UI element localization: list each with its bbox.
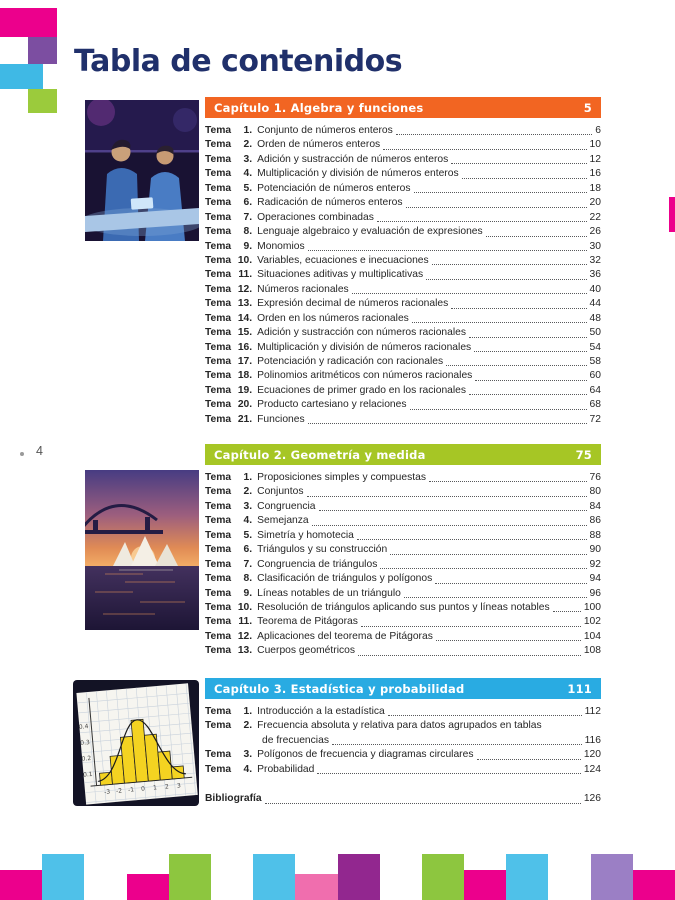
toc-topic-row bbox=[205, 471, 601, 485]
chapter-1-photo bbox=[85, 97, 199, 427]
topic-title: Conjunto de números enteros bbox=[257, 125, 393, 136]
color-block bbox=[338, 854, 380, 900]
topic-page-number: 80 bbox=[589, 486, 601, 498]
toc-topic-row bbox=[205, 167, 601, 181]
toc-topic-row bbox=[205, 384, 601, 398]
axis-label: 0 bbox=[140, 785, 146, 793]
decor-block-magenta bbox=[0, 8, 57, 37]
topic-title: Lenguaje algebraico y evaluación de expresiones bbox=[257, 226, 483, 238]
histogram-illustration bbox=[73, 680, 199, 806]
toc-topic-row bbox=[205, 240, 601, 254]
topic-label: Tema bbox=[205, 573, 232, 585]
color-block bbox=[42, 854, 84, 900]
topic-number: 5. bbox=[243, 182, 253, 194]
topic-title: Ecuaciones de primer grado en los racionales bbox=[257, 384, 467, 396]
topic-page-number: 58 bbox=[589, 356, 601, 367]
dotted-leader bbox=[486, 236, 587, 237]
topic-number: 14. bbox=[237, 312, 253, 324]
dotted-leader bbox=[308, 250, 587, 251]
lab-photo-illustration bbox=[85, 100, 199, 241]
topic-page-number: 116 bbox=[584, 734, 601, 746]
dotted-leader bbox=[414, 192, 587, 193]
decor-block-green bbox=[28, 89, 57, 113]
dotted-leader bbox=[426, 279, 586, 280]
chapter-page-number: 75 bbox=[575, 447, 592, 462]
topic-number: 8. bbox=[243, 573, 253, 585]
topic-label: Tema bbox=[205, 298, 232, 310]
toc-topic-row bbox=[205, 719, 601, 733]
topic-number: 20. bbox=[237, 399, 253, 411]
topic-title: Clasificación de triángulos y polígonos bbox=[257, 573, 433, 585]
topic-label: Tema bbox=[205, 500, 232, 512]
dotted-leader bbox=[332, 744, 582, 745]
topic-page-number: 90 bbox=[589, 544, 601, 556]
chapter-2-section bbox=[85, 444, 601, 659]
topic-label: Tema bbox=[205, 544, 232, 556]
bottom-color-bar bbox=[0, 854, 675, 900]
topic-number: 3. bbox=[243, 749, 253, 761]
dotted-leader bbox=[469, 394, 586, 395]
toc-topic-row bbox=[205, 312, 601, 326]
toc-topic-row bbox=[205, 601, 601, 615]
topic-page-number: 72 bbox=[589, 413, 601, 425]
toc-topic-row bbox=[205, 572, 601, 586]
color-block bbox=[506, 854, 548, 900]
topic-label: Tema bbox=[205, 269, 232, 281]
topic-page-number: 102 bbox=[583, 616, 601, 628]
topic-page-number: 108 bbox=[583, 645, 601, 657]
dotted-leader bbox=[451, 163, 586, 164]
toc-topic-row bbox=[205, 630, 601, 644]
topic-page-number: 112 bbox=[584, 706, 601, 717]
axis-label: 0.3 bbox=[79, 739, 91, 747]
axis-label: 0.4 bbox=[78, 723, 89, 731]
toc-topic-row bbox=[205, 182, 601, 196]
chapter-3-topics bbox=[205, 705, 601, 777]
toc-topic-row bbox=[205, 225, 601, 239]
chapter-title: Capítulo 2. Geometría y medida bbox=[214, 447, 426, 462]
topic-label: Tema bbox=[205, 370, 232, 382]
topic-title: de frecuencias bbox=[262, 734, 329, 746]
topic-label: Tema bbox=[205, 341, 232, 353]
topic-label: Tema bbox=[205, 630, 232, 642]
color-block bbox=[422, 854, 464, 900]
topic-number: 13. bbox=[237, 645, 253, 657]
topic-label: Tema bbox=[205, 587, 232, 599]
topic-title: Líneas notables de un triángulo bbox=[257, 587, 401, 599]
topic-page-number: 32 bbox=[589, 254, 601, 266]
toc-topic-row bbox=[205, 196, 601, 210]
topic-page-number: 18 bbox=[589, 182, 601, 194]
toc-topic-row bbox=[205, 763, 601, 777]
color-block bbox=[127, 874, 169, 900]
topic-page-number: 22 bbox=[589, 211, 601, 223]
toc-topic-row bbox=[205, 153, 601, 167]
bibliography-page-number: 126 bbox=[583, 793, 601, 805]
color-block bbox=[295, 874, 337, 900]
toc-topic-row bbox=[205, 514, 601, 528]
chapter-page-number: 111 bbox=[567, 681, 592, 696]
topic-page-number: 64 bbox=[589, 384, 601, 396]
dotted-leader bbox=[406, 207, 587, 208]
axis-label: -2 bbox=[115, 787, 123, 795]
right-edge-strip bbox=[669, 197, 675, 232]
chapter-3-section bbox=[78, 678, 601, 807]
chapter-1-header bbox=[205, 97, 601, 118]
chapter-3-content bbox=[205, 678, 601, 807]
topic-label: Tema bbox=[205, 153, 232, 165]
topic-title: Monomios bbox=[257, 240, 305, 252]
dotted-leader bbox=[474, 351, 586, 352]
topic-page-number: 16 bbox=[589, 168, 601, 180]
topic-title: Multiplicación y división de números racionales bbox=[257, 341, 472, 353]
toc-topic-row bbox=[205, 326, 601, 340]
topic-page-number: 44 bbox=[589, 298, 601, 310]
topic-label: Tema bbox=[205, 197, 232, 209]
topic-page-number: 30 bbox=[589, 240, 601, 252]
topic-number: 21. bbox=[237, 413, 253, 425]
topic-page-number: 54 bbox=[589, 341, 601, 353]
toc-topic-row bbox=[205, 268, 601, 282]
topic-number: 1. bbox=[243, 472, 253, 483]
toc-topic-row bbox=[205, 369, 601, 383]
axis-label: 0.1 bbox=[82, 770, 93, 779]
toc-topic-row-continuation bbox=[205, 734, 601, 748]
color-block bbox=[380, 874, 422, 900]
dotted-leader bbox=[319, 510, 587, 511]
chapter-title: Capítulo 3. Estadística y probabilidad bbox=[214, 681, 465, 696]
decor-block-cyan bbox=[0, 64, 43, 89]
dotted-leader bbox=[377, 221, 587, 222]
topic-number: 2. bbox=[243, 720, 253, 732]
topic-number: 4. bbox=[243, 168, 253, 180]
dotted-leader bbox=[383, 149, 586, 150]
topic-label: Tema bbox=[205, 601, 232, 613]
topic-title: Orden en los números racionales bbox=[257, 312, 409, 324]
topic-page-number: 48 bbox=[589, 312, 601, 324]
topic-title: Teorema de Pitágoras bbox=[257, 616, 358, 628]
topic-label: Tema bbox=[205, 283, 232, 295]
topic-label: Tema bbox=[205, 240, 232, 252]
topic-title: Potenciación y radicación con racionales bbox=[257, 356, 444, 367]
topic-number: 1. bbox=[243, 706, 253, 717]
topic-label: Tema bbox=[205, 139, 232, 151]
axis-label: 0.2 bbox=[81, 754, 92, 763]
topic-title: Aplicaciones del teorema de Pitágoras bbox=[257, 630, 433, 642]
dotted-leader bbox=[410, 409, 587, 410]
topic-number: 9. bbox=[243, 587, 253, 599]
toc-topic-row bbox=[205, 254, 601, 268]
topic-page-number: 88 bbox=[589, 529, 601, 541]
topic-title: Polígonos de frecuencia y diagramas circulares bbox=[257, 749, 474, 761]
topic-number: 7. bbox=[243, 211, 253, 223]
topic-number: 11. bbox=[238, 616, 253, 628]
axis-label: -3 bbox=[103, 788, 111, 796]
color-block bbox=[633, 870, 675, 900]
topic-title: Congruencia de triángulos bbox=[257, 558, 378, 570]
toc-topic-row bbox=[205, 558, 601, 572]
topic-title: Radicación de números enteros bbox=[257, 197, 403, 209]
topic-number: 17. bbox=[237, 356, 253, 367]
color-block bbox=[548, 874, 590, 900]
toc-topic-row bbox=[205, 543, 601, 557]
topic-number: 6. bbox=[243, 544, 253, 556]
topic-number: 4. bbox=[243, 515, 253, 527]
axis-label: 2 bbox=[164, 783, 170, 791]
topic-page-number: 86 bbox=[589, 515, 601, 527]
dotted-leader bbox=[390, 554, 586, 555]
topic-title: Adición y sustracción de números enteros bbox=[257, 153, 449, 165]
chapter-2-content bbox=[205, 444, 601, 659]
topic-number: 9. bbox=[243, 240, 253, 252]
toc-topic-row bbox=[205, 297, 601, 311]
topic-title: Expresión decimal de números racionales bbox=[257, 298, 449, 310]
topic-page-number: 68 bbox=[589, 399, 601, 411]
dotted-leader bbox=[358, 655, 581, 656]
topic-title: Orden de números enteros bbox=[257, 139, 381, 151]
dotted-leader bbox=[388, 715, 582, 716]
topic-page-number: 20 bbox=[589, 197, 601, 209]
topic-label: Tema bbox=[205, 749, 232, 761]
color-block bbox=[591, 854, 633, 900]
topic-page-number: 36 bbox=[589, 269, 601, 281]
topic-page-number: 6 bbox=[595, 125, 601, 136]
topic-title: Polinomios aritméticos con números racionales bbox=[257, 370, 473, 382]
topic-page-number: 94 bbox=[589, 573, 601, 585]
margin-dot bbox=[20, 452, 24, 456]
toc-topic-row bbox=[205, 283, 601, 297]
topic-title: Semejanza bbox=[257, 515, 309, 527]
topic-title: Frecuencia absoluta y relativa para datos agrupados en tablas bbox=[257, 720, 542, 732]
dotted-leader bbox=[435, 583, 586, 584]
topic-number: 12. bbox=[237, 283, 253, 295]
dotted-leader bbox=[432, 264, 587, 265]
dotted-leader bbox=[380, 568, 586, 569]
toc-topic-row bbox=[205, 705, 601, 719]
color-block bbox=[253, 854, 295, 900]
topic-page-number: 96 bbox=[589, 587, 601, 599]
topic-page-number: 120 bbox=[583, 749, 601, 761]
topic-label: Tema bbox=[205, 529, 232, 541]
topic-title: Conjuntos bbox=[257, 486, 304, 498]
topic-title: Triángulos y su construcción bbox=[257, 544, 388, 556]
toc-topic-row bbox=[205, 211, 601, 225]
bibliography-label: Bibliografía bbox=[205, 793, 262, 805]
topic-page-number: 76 bbox=[589, 472, 601, 483]
dotted-leader bbox=[477, 759, 581, 760]
axis-label: 1 bbox=[152, 784, 158, 792]
topic-number: 8. bbox=[243, 226, 253, 238]
toc-topic-row bbox=[205, 341, 601, 355]
dotted-leader bbox=[361, 626, 581, 627]
toc-topic-row bbox=[205, 529, 601, 543]
topic-label: Tema bbox=[205, 327, 232, 339]
topic-number: 3. bbox=[243, 153, 253, 165]
topic-page-number: 10 bbox=[589, 139, 601, 151]
color-block bbox=[0, 870, 42, 900]
topic-title: Situaciones aditivas y multiplicativas bbox=[257, 269, 424, 281]
axis-label: -1 bbox=[127, 786, 135, 794]
decor-block-purple bbox=[28, 37, 57, 64]
topic-title: Multiplicación y división de números enteros bbox=[257, 168, 459, 180]
bibliography-line bbox=[205, 792, 601, 806]
chapter-3-header bbox=[205, 678, 601, 699]
topic-label: Tema bbox=[205, 168, 232, 180]
topic-number: 15. bbox=[237, 327, 253, 339]
topic-title: Variables, ecuaciones e inecuaciones bbox=[257, 254, 429, 266]
topic-title: Probabilidad bbox=[257, 763, 315, 775]
topic-page-number: 12 bbox=[589, 153, 601, 165]
topic-number: 3. bbox=[243, 500, 253, 512]
toc-topic-row bbox=[205, 644, 601, 658]
dotted-leader bbox=[265, 803, 581, 804]
dotted-leader bbox=[307, 496, 587, 497]
topic-number: 5. bbox=[243, 529, 253, 541]
color-block bbox=[464, 870, 506, 900]
topic-label: Tema bbox=[205, 399, 232, 411]
topic-title: Resolución de triángulos aplicando sus puntos y líneas notables bbox=[257, 601, 550, 613]
topic-label: Tema bbox=[205, 413, 232, 425]
topic-title: Funciones bbox=[257, 413, 305, 425]
topic-number: 11. bbox=[238, 269, 253, 281]
dotted-leader bbox=[352, 293, 587, 294]
toc-topic-row bbox=[205, 485, 601, 499]
topic-page-number: 104 bbox=[583, 630, 601, 642]
topic-page-number: 124 bbox=[583, 763, 601, 775]
topic-label: Tema bbox=[205, 312, 232, 324]
topic-label: Tema bbox=[205, 182, 232, 194]
topic-label: Tema bbox=[205, 125, 232, 136]
page-title: Tabla de contenidos bbox=[74, 44, 403, 79]
topic-label: Tema bbox=[205, 515, 232, 527]
color-block bbox=[169, 854, 211, 900]
topic-number: 2. bbox=[243, 139, 253, 151]
topic-label: Tema bbox=[205, 486, 232, 498]
dotted-leader bbox=[469, 337, 586, 338]
topic-label: Tema bbox=[205, 645, 232, 657]
topic-label: Tema bbox=[205, 706, 232, 717]
topic-label: Tema bbox=[205, 720, 232, 732]
chapter-page-number: 5 bbox=[583, 100, 592, 115]
topic-label: Tema bbox=[205, 763, 232, 775]
topic-label: Tema bbox=[205, 356, 232, 367]
topic-number: 18. bbox=[237, 370, 253, 382]
dotted-leader bbox=[357, 539, 587, 540]
topic-page-number: 100 bbox=[583, 601, 601, 613]
dotted-leader bbox=[312, 525, 587, 526]
toc-topic-row bbox=[205, 124, 601, 138]
topic-number: 10. bbox=[237, 254, 253, 266]
topic-title: Adición y sustracción con números racionales bbox=[257, 327, 467, 339]
chapter-2-header bbox=[205, 444, 601, 465]
chapter-2-photo bbox=[85, 444, 199, 659]
topic-title: Cuerpos geométricos bbox=[257, 645, 356, 657]
dotted-leader bbox=[308, 423, 587, 424]
opera-house-illustration bbox=[85, 470, 199, 630]
chapter-3-photo bbox=[78, 678, 199, 807]
toc-topic-row bbox=[205, 500, 601, 514]
toc-topic-row bbox=[205, 615, 601, 629]
topic-page-number: 84 bbox=[589, 500, 601, 512]
dotted-leader bbox=[404, 597, 587, 598]
dotted-leader bbox=[412, 322, 587, 323]
axis-label: 3 bbox=[176, 782, 182, 790]
topic-number: 4. bbox=[243, 763, 253, 775]
topic-page-number: 60 bbox=[589, 370, 601, 382]
color-block bbox=[84, 854, 126, 900]
page-number: 4 bbox=[36, 444, 43, 458]
dotted-leader bbox=[462, 178, 587, 179]
topic-page-number: 50 bbox=[589, 327, 601, 339]
topic-number: 13. bbox=[237, 298, 253, 310]
topic-title: Números racionales bbox=[257, 283, 349, 295]
color-block bbox=[211, 870, 253, 900]
toc-topic-row bbox=[205, 398, 601, 412]
topic-title: Proposiciones simples y compuestas bbox=[257, 472, 426, 483]
toc-topic-row bbox=[205, 355, 601, 369]
dotted-leader bbox=[429, 481, 587, 482]
dotted-leader bbox=[446, 365, 586, 366]
topic-page-number: 40 bbox=[589, 283, 601, 295]
dotted-leader bbox=[475, 380, 586, 381]
chapter-1-topics bbox=[205, 124, 601, 427]
chapter-1-content bbox=[205, 97, 601, 427]
topic-number: 10. bbox=[237, 601, 253, 613]
toc-topic-row bbox=[205, 413, 601, 427]
topic-number: 16. bbox=[237, 341, 253, 353]
topic-number: 2. bbox=[243, 486, 253, 498]
topic-label: Tema bbox=[205, 558, 232, 570]
toc-topic-row bbox=[205, 748, 601, 762]
dotted-leader bbox=[553, 611, 581, 612]
topic-number: 1. bbox=[243, 125, 253, 136]
toc-topic-row bbox=[205, 138, 601, 152]
dotted-leader bbox=[436, 640, 581, 641]
chapter-title: Capítulo 1. Algebra y funciones bbox=[214, 100, 424, 115]
topic-number: 6. bbox=[243, 197, 253, 209]
topic-label: Tema bbox=[205, 616, 232, 628]
topic-title: Operaciones combinadas bbox=[257, 211, 374, 223]
topic-title: Simetría y homotecia bbox=[257, 529, 354, 541]
topic-number: 7. bbox=[243, 558, 253, 570]
topic-number: 12. bbox=[237, 630, 253, 642]
topic-number: 19. bbox=[237, 384, 253, 396]
topic-page-number: 26 bbox=[589, 226, 601, 238]
toc-topic-row bbox=[205, 587, 601, 601]
topic-page-number: 92 bbox=[589, 558, 601, 570]
topic-label: Tema bbox=[205, 254, 232, 266]
chapter-1-section bbox=[85, 97, 601, 427]
dotted-leader bbox=[317, 773, 580, 774]
topic-label: Tema bbox=[205, 226, 232, 238]
topic-title: Congruencia bbox=[257, 500, 316, 512]
topic-label: Tema bbox=[205, 211, 232, 223]
topic-title: Introducción a la estadística bbox=[257, 706, 385, 717]
topic-label: Tema bbox=[205, 472, 232, 483]
chapter-2-topics bbox=[205, 471, 601, 659]
dotted-leader bbox=[396, 134, 592, 135]
topic-title: Potenciación de números enteros bbox=[257, 182, 411, 194]
dotted-leader bbox=[451, 308, 586, 309]
topic-label: Tema bbox=[205, 384, 232, 396]
topic-title: Producto cartesiano y relaciones bbox=[257, 399, 407, 411]
